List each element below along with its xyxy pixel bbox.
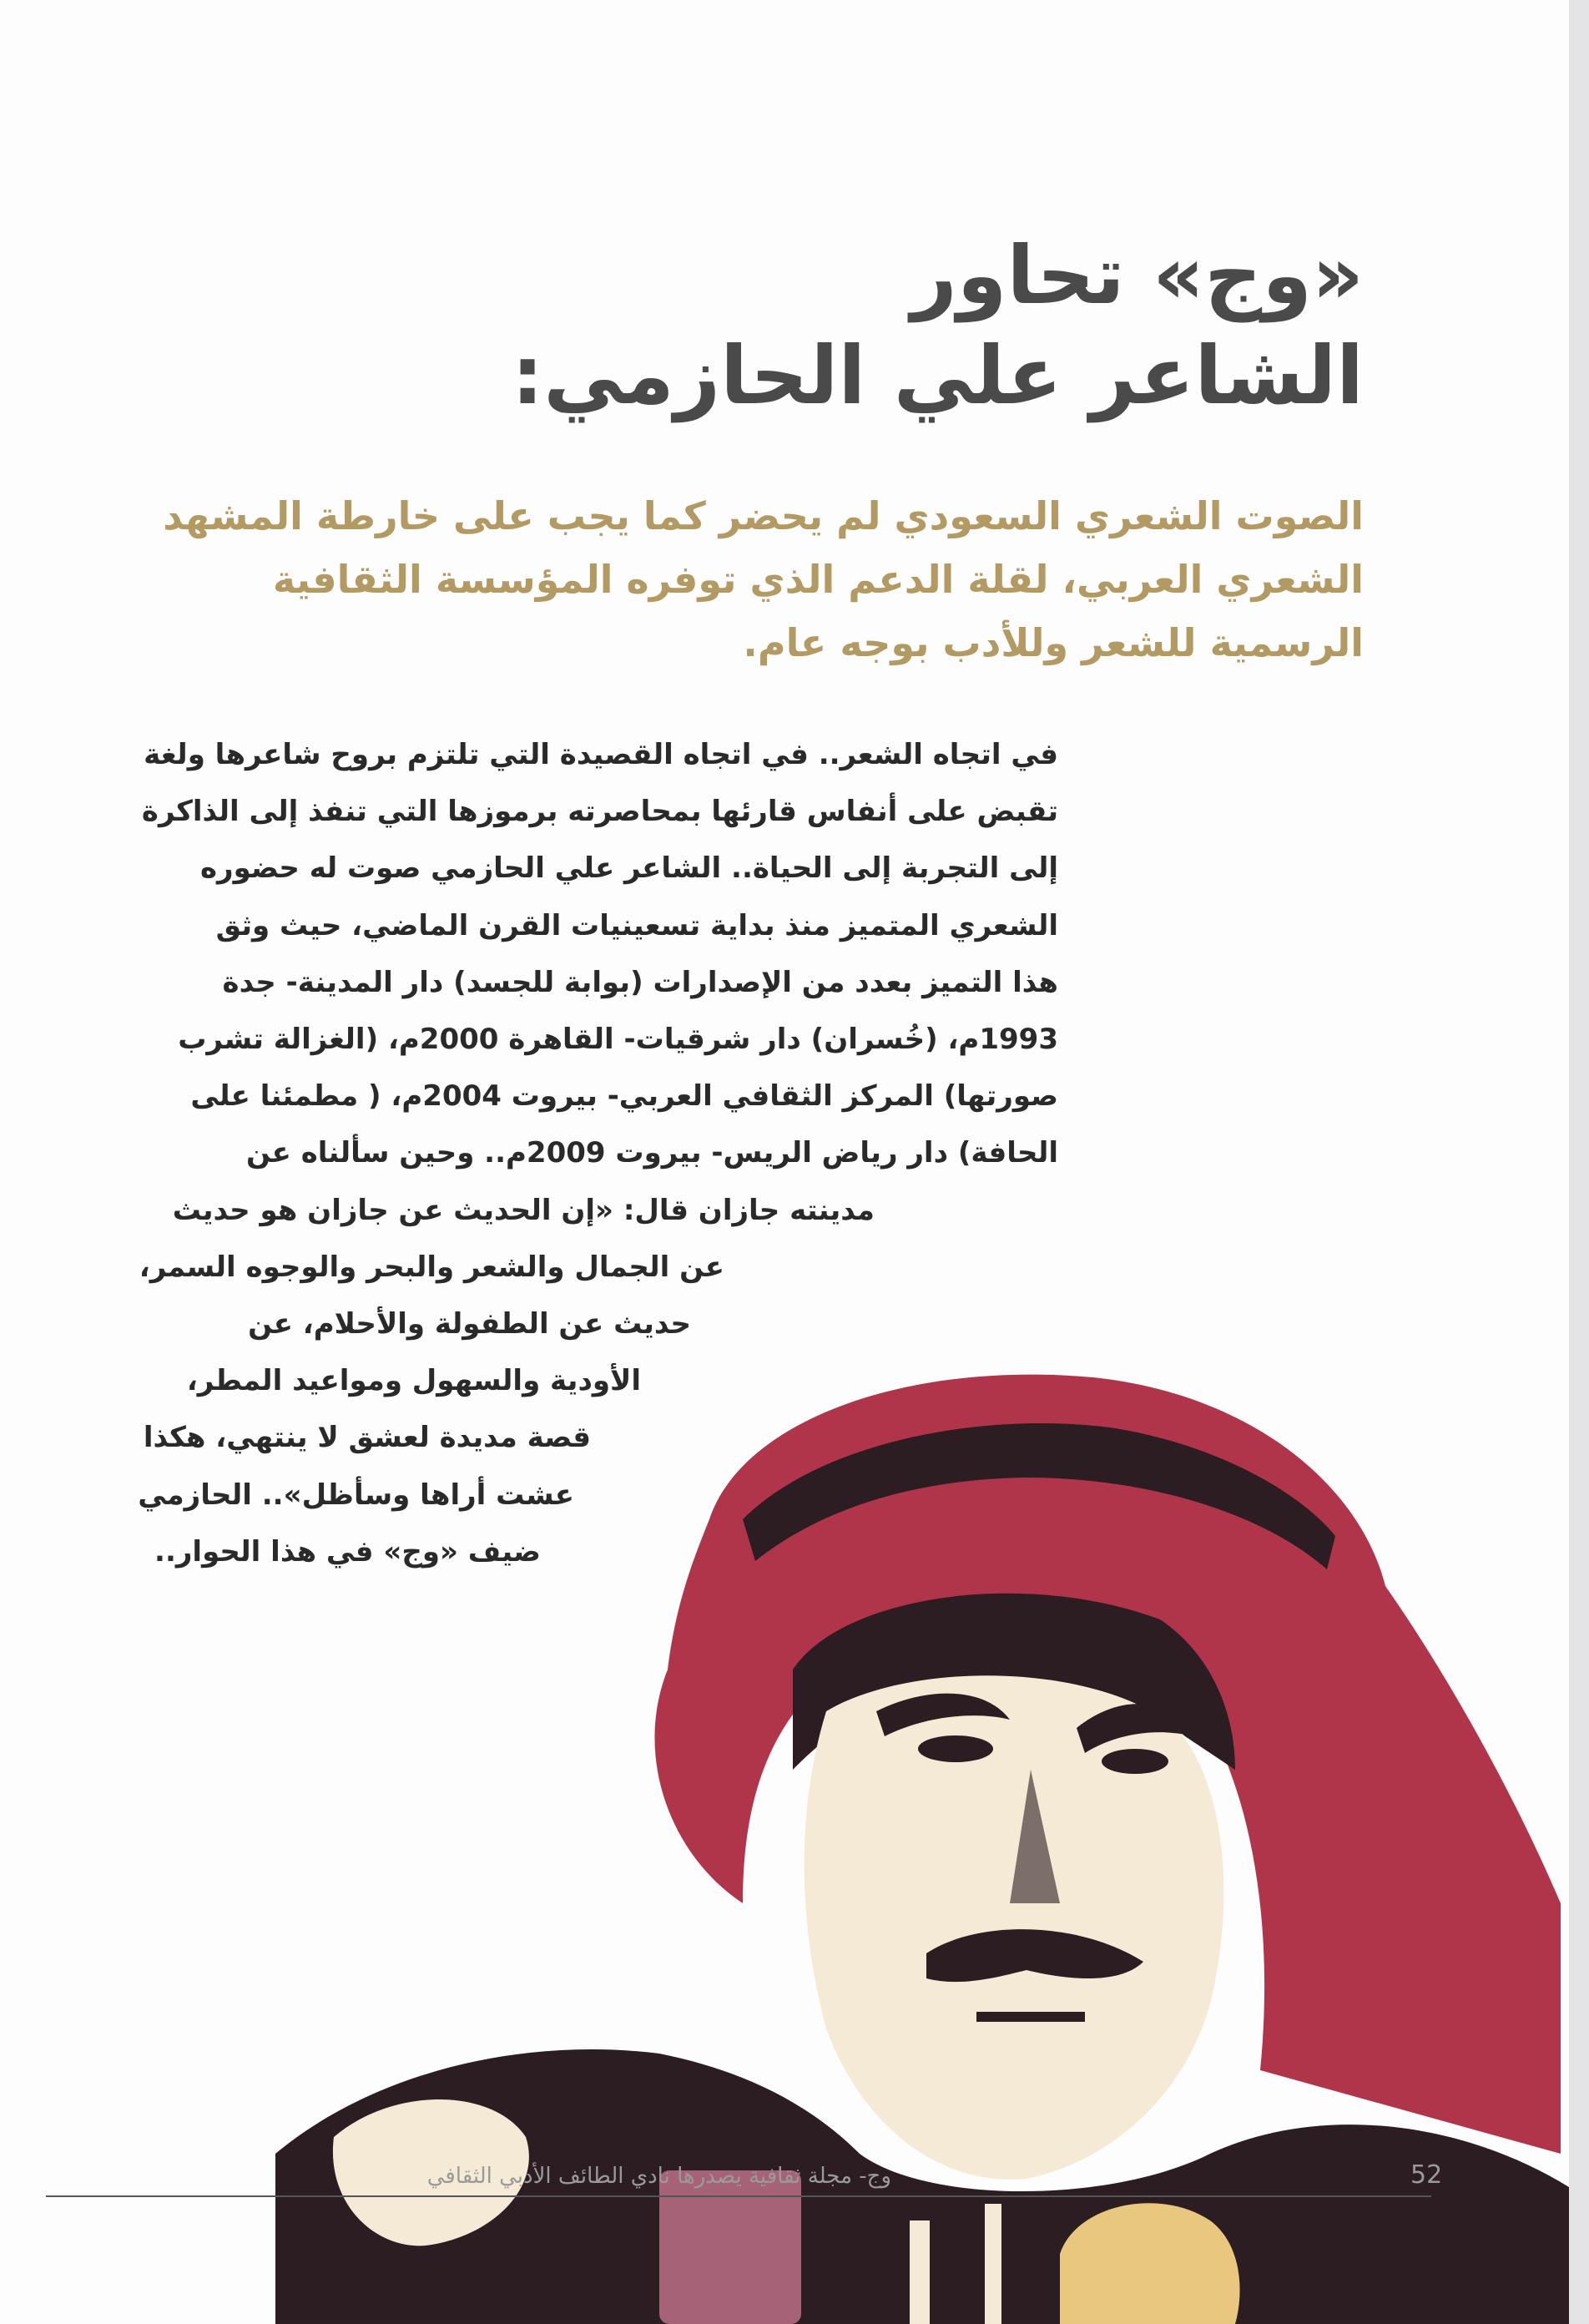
article-body bbox=[124, 726, 1058, 1580]
title-line-2: الشاعر علي الحازمي: bbox=[511, 329, 1364, 422]
subtitle-line-1: الصوت الشعري السعودي لم يحضر كما يجب على خارطة المشهد bbox=[163, 493, 1364, 538]
body-line: تقبض على أنفاس قارئها بمحاصرته برموزها التي تنفذ إلى الذاكرة bbox=[141, 795, 1058, 829]
body-line: 1993م، (خُسران) دار شرقيات- القاهرة 2000م، (الغزالة تشرب bbox=[178, 1023, 1058, 1057]
title-line-1: «وج» تحاور bbox=[911, 229, 1364, 322]
page-number: 52 bbox=[1410, 2160, 1443, 2190]
body-line: مدينته جازان قال: «إن الحديث عن جازان هو حديث bbox=[172, 1193, 875, 1227]
body-line: عن الجمال والشعر والبحر والوجوه السمر، bbox=[139, 1250, 724, 1284]
body-line: في اتجاه الشعر.. في اتجاه القصيدة التي تلتزم بروح شاعرها ولغة bbox=[144, 738, 1058, 771]
body-line: إلى التجربة إلى الحياة.. الشاعر علي الحازمي صوت له حضوره bbox=[199, 851, 1058, 886]
subtitle-line-2: الشعري العربي، لقلة الدعم الذي توفره المؤسسة الثقافية bbox=[272, 557, 1364, 602]
body-line: قصة مديدة لعشق لا ينتهي، هكذا bbox=[143, 1421, 591, 1455]
subtitle-line-3: الرسمية للشعر وللأدب بوجه عام. bbox=[743, 620, 1364, 665]
body-line: الشعري المتميز منذ بداية تسعينيات القرن الماضي، حيث وثق bbox=[215, 908, 1058, 942]
footer-divider bbox=[46, 2195, 1431, 2197]
article-subtitle bbox=[162, 484, 1364, 674]
article-title bbox=[446, 225, 1364, 426]
footer-text: وج- مجلة ثقافية يصدرها نادي الطائف الأدبي الثقافي bbox=[426, 2164, 891, 2189]
body-line: ضيف «وج» في هذا الحوار.. bbox=[154, 1534, 541, 1569]
page-edge bbox=[1569, 0, 1589, 2324]
body-line: صورتها) المركز الثقافي العربي- بيروت 2004م، ( مطمئنا على bbox=[190, 1079, 1058, 1114]
body-line: عشت أراها وسأظل».. الحازمي bbox=[138, 1478, 574, 1512]
body-line: حديث عن الطفولة والأحلام، عن bbox=[248, 1307, 691, 1341]
body-line: هذا التميز بعدد من الإصدارات (بوابة للجسد) دار المدينة- جدة bbox=[222, 965, 1058, 999]
body-line: الحافة) دار رياض الريس- بيروت 2009م.. وحين سألناه عن bbox=[246, 1136, 1058, 1170]
body-line: الأودية والسهول ومواعيد المطر، bbox=[186, 1364, 641, 1398]
